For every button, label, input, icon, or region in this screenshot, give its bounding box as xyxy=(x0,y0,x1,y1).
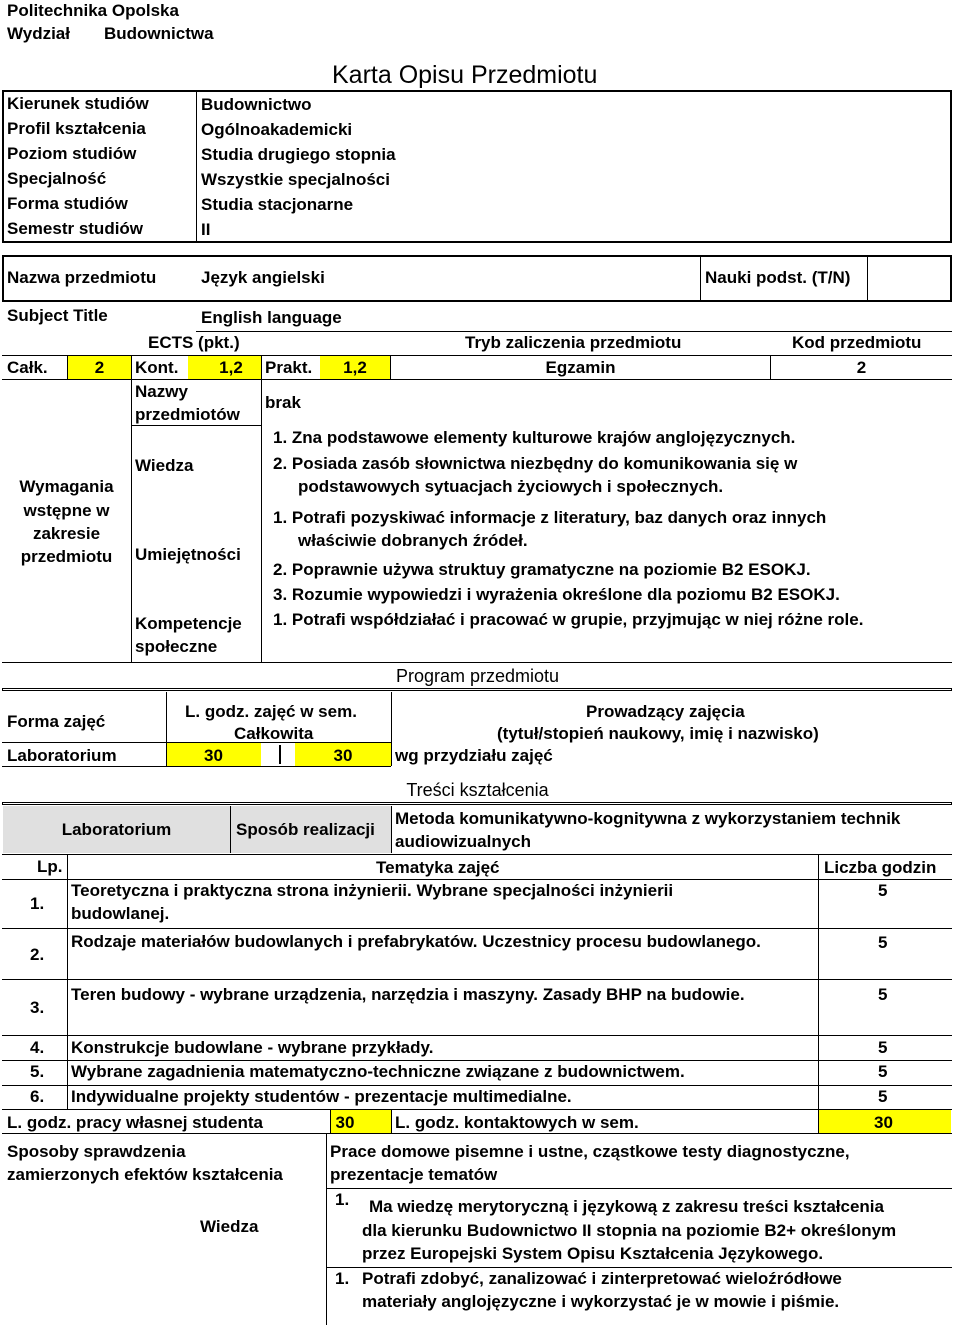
subject-title: English language xyxy=(201,308,342,327)
verification-label: Sposoby sprawdzenia xyxy=(7,1142,186,1161)
outcome-knowledge-label: Wiedza xyxy=(200,1217,259,1236)
outcome-number: 1. xyxy=(335,1190,350,1209)
program-title: Program przedmiotu xyxy=(395,666,560,686)
table-row-hours: 5 xyxy=(878,881,888,900)
lecturer-sublabel: (tytuł/stopień naukowy, imię i nazwisko) xyxy=(497,724,819,743)
table-row-lp: 3. xyxy=(30,998,45,1017)
verification-label: zamierzonych efektów kształcenia xyxy=(7,1165,283,1184)
table-row-hours: 5 xyxy=(878,1087,888,1106)
lecturer-label: Prowadzący zajęcia xyxy=(586,702,745,721)
hours-total: 30 xyxy=(204,746,223,765)
ects-contact: 1,2 xyxy=(219,358,243,377)
table-row-topic: budowlanej. xyxy=(71,904,170,923)
prereq-skills-item: 1. Potrafi pozyskiwać informacje z literatury, baz danych oraz innych xyxy=(273,508,827,527)
faculty-label: Wydział xyxy=(7,24,70,43)
hours-per-semester-label: L. godz. zajęć w sem. xyxy=(185,702,357,721)
ects-label: ECTS (pkt.) xyxy=(148,333,240,352)
subject-name: Język angielski xyxy=(201,268,325,287)
ects-total: 2 xyxy=(94,358,105,377)
table-row-topic: Teoretyczna i praktyczna strona inżynierii. Wybrane specjalności inżynierii xyxy=(71,881,674,900)
study-form-value: Studia stacjonarne xyxy=(201,195,354,214)
study-level-label: Poziom studiów xyxy=(7,144,137,163)
lecturer: wg przydziału zajęć xyxy=(395,746,553,765)
prereq-title-1: Wymagania xyxy=(19,477,114,496)
prereq-skills-item: 2. Poprawnie używa struktuy gramatyczne na poziomie B2 ESOKJ. xyxy=(273,560,811,579)
subject-name-label: Nazwa przedmiotu xyxy=(7,268,157,287)
document-title: Karta Opisu Przedmiotu xyxy=(332,61,598,89)
table-row-topic: Rodzaje materiałów budowlanych i prefabrykatów. Uczestnicy procesu budowlanego. xyxy=(71,932,761,951)
table-row-lp: 1. xyxy=(30,894,45,913)
ects-contact-label: Kont. xyxy=(135,358,179,377)
table-row-topic: Wybrane zagadnienia matematyczno-techniczne związane z budownictwem. xyxy=(71,1062,685,1081)
table-row-lp: 4. xyxy=(30,1038,45,1057)
ects-practical-label: Prakt. xyxy=(265,358,313,377)
delivery-method: audiowizualnych xyxy=(395,832,532,851)
table-row-topic: Indywidualne projekty studentów - prezentacje multimedialne. xyxy=(71,1087,572,1106)
table-row-hours: 5 xyxy=(878,1038,888,1057)
prereq-skills-item: 3. Rozumie wypowiedzi i wyrażenia określone dla poziomu B2 ESOKJ. xyxy=(273,585,840,604)
hours-semester: 30 xyxy=(333,746,353,765)
prereq-knowledge-item: podstawowych sytuacjach życiowych i społecznych. xyxy=(298,477,724,496)
prior-courses-label-2: przedmiotów xyxy=(135,405,240,424)
prior-courses-label-1: Nazwy xyxy=(135,382,188,401)
table-row-topic: Teren budowy - wybrane urządzenia, narzędzia i maszyny. Zasady BHP na budowie. xyxy=(71,985,745,1004)
outcome-text: dla kierunku Budownictwo II stopnia na poziomie B2+ określonym xyxy=(362,1221,897,1240)
class-form: Laboratorium xyxy=(7,746,117,765)
table-row-lp: 5. xyxy=(30,1062,45,1081)
verification-methods: prezentacje tematów xyxy=(330,1165,498,1184)
prereq-skills-item: właściwie dobranych źródeł. xyxy=(298,531,528,550)
col-hours: Liczba godzin xyxy=(824,858,937,877)
content-title: Treści kształcenia xyxy=(406,780,549,800)
specialty-label: Specjalność xyxy=(7,169,107,188)
prereq-title-2: wstępne w xyxy=(23,501,110,520)
subject-code: 2 xyxy=(856,358,867,377)
prereq-title-4: przedmiotu xyxy=(20,547,113,566)
class-form-label: Forma zajęć xyxy=(7,712,106,731)
table-row-hours: 5 xyxy=(878,1062,888,1081)
university-name: Politechnika Opolska xyxy=(7,1,179,20)
basic-science-label: Nauki podst. (T/N) xyxy=(705,268,851,287)
study-field-value: Budownictwo xyxy=(201,95,312,114)
table-row-hours: 5 xyxy=(878,985,888,1004)
outcome-text: Potrafi zdobyć, zanalizować i zinterpretować wieloźródłowe xyxy=(362,1269,842,1288)
prereq-knowledge-label: Wiedza xyxy=(135,456,194,475)
contact-hours-label: L. godz. kontaktowych w sem. xyxy=(395,1113,639,1132)
delivery-method-label: Sposób realizacji xyxy=(236,820,375,839)
semester-value: II xyxy=(201,220,211,239)
exam-mode-label: Tryb zaliczenia przedmiotu xyxy=(465,333,682,352)
prereq-skills-label: Umiejętności xyxy=(135,545,241,564)
hours-total-label: Całkowita xyxy=(234,724,314,743)
table-row-topic: Konstrukcje budowlane - wybrane przykłady. xyxy=(71,1038,434,1057)
outcome-number: 1. xyxy=(335,1269,350,1288)
delivery-method: Metoda komunikatywno-kognitywna z wykorzystaniem technik xyxy=(395,809,901,828)
ects-practical: 1,2 xyxy=(343,358,367,377)
content-class-form: Laboratorium xyxy=(61,820,172,839)
prereq-social-label-2: społeczne xyxy=(135,637,218,656)
prior-courses-value: brak xyxy=(265,393,301,412)
study-form-label: Forma studiów xyxy=(7,194,128,213)
study-level-value: Studia drugiego stopnia xyxy=(201,145,396,164)
prereq-knowledge-item: 2. Posiada zasób słownictwa niezbędny do komunikowania się w xyxy=(273,454,798,473)
table-row-hours: 5 xyxy=(878,933,888,952)
subject-code-label: Kod przedmiotu xyxy=(792,333,922,352)
contact-hours: 30 xyxy=(874,1113,893,1132)
study-profile-label: Profil kształcenia xyxy=(7,119,146,138)
prereq-social-item: 1. Potrafi współdziałać i pracować w grupie, przyjmując w niej różne role. xyxy=(273,610,864,629)
subject-title-label: Subject Title xyxy=(7,306,108,325)
outcome-text: materiały anglojęzyczne i wykorzystać je w mowie i piśmie. xyxy=(362,1292,840,1311)
prereq-social-label-1: Kompetencje xyxy=(135,614,242,633)
table-row-lp: 2. xyxy=(30,945,45,964)
col-lp: Lp. xyxy=(37,857,63,876)
specialty-value: Wszystkie specjalności xyxy=(201,170,390,189)
outcome-text: Ma wiedzę merytoryczną i językową z zakresu treści kształcenia xyxy=(369,1197,884,1216)
faculty-name: Budownictwa xyxy=(104,24,214,43)
outcome-text: przez Europejski System Opisu Kształcenia Językowego. xyxy=(362,1244,824,1263)
prereq-knowledge-item: 1. Zna podstawowe elementy kulturowe krajów anglojęzycznych. xyxy=(273,428,796,447)
prereq-title-3: zakresie xyxy=(32,524,101,543)
study-field-label: Kierunek studiów xyxy=(7,94,149,113)
verification-methods: Prace domowe pisemne i ustne, cząstkowe testy diagnostyczne, xyxy=(330,1142,850,1161)
table-row-lp: 6. xyxy=(30,1087,45,1106)
exam-mode: Egzamin xyxy=(545,358,616,377)
own-work-label: L. godz. pracy własnej studenta xyxy=(7,1113,263,1132)
ects-total-label: Całk. xyxy=(7,358,48,377)
col-topic: Tematyka zajęć xyxy=(376,858,500,877)
semester-label: Semestr studiów xyxy=(7,219,144,238)
own-work-hours: 30 xyxy=(335,1113,355,1132)
study-profile-value: Ogólnoakademicki xyxy=(201,120,353,139)
